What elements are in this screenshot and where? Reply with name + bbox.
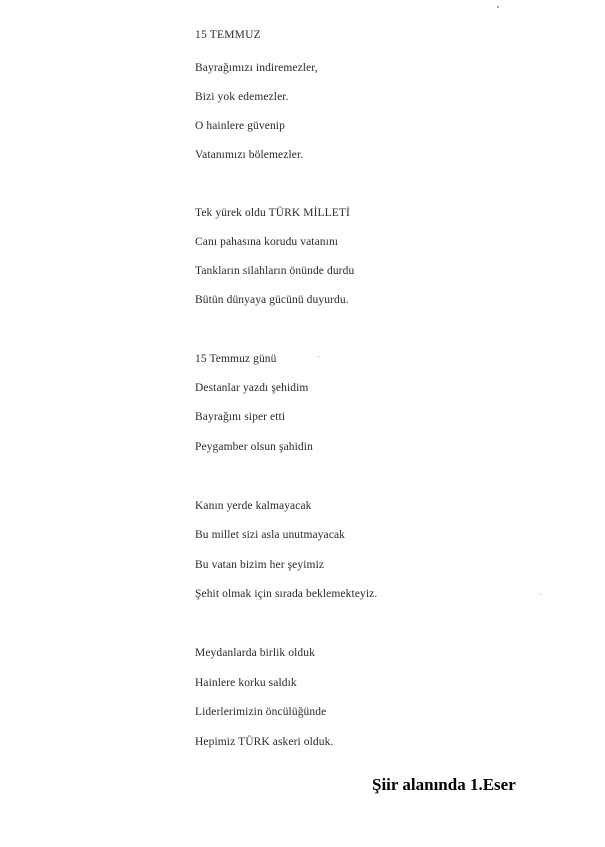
scan-speck <box>318 356 319 357</box>
poem-line: Hainlere korku saldık <box>195 677 297 689</box>
poem-title: 15 TEMMUZ <box>195 29 261 41</box>
poem-line: Bütün dünyaya gücünü duyurdu. <box>195 294 349 306</box>
poem-line: Liderlerimizin öncülüğünde <box>195 706 327 718</box>
poem-line: Hepimiz TÜRK askeri olduk. <box>195 736 334 748</box>
scan-speck <box>540 594 541 595</box>
poem-line: Bayrağımızı indiremezler, <box>195 62 318 74</box>
poem-line: Bizi yok edemezler. <box>195 91 289 103</box>
poem-line: Kanın yerde kalmayacak <box>195 500 312 512</box>
poem-line: 15 Temmuz günü <box>195 353 277 365</box>
poem-line: Şehit olmak için sırada beklemekteyiz. <box>195 588 378 600</box>
poem-line: O hainlere güvenip <box>195 120 285 132</box>
poem-line: Vatanımızı bölemezler. <box>195 149 304 161</box>
poem-line: Bu millet sizi asla unutmayacak <box>195 529 346 541</box>
poem-line: Canı pahasına korudu vatanını <box>195 236 339 248</box>
scan-speck <box>497 6 499 8</box>
poem-line: Destanlar yazdı şehidim <box>195 382 309 394</box>
poem-line: Bu vatan bizim her şeyimiz <box>195 559 325 571</box>
award-caption: Şiir alanında 1.Eser <box>372 775 516 794</box>
poem-line: Tankların silahların önünde durdu <box>195 265 355 277</box>
poem-line: Meydanlarda birlik olduk <box>195 647 315 659</box>
poem-line: Bayrağını siper etti <box>195 411 286 423</box>
poem-line: Tek yürek oldu TÜRK MİLLETİ <box>195 207 350 219</box>
poem-line: Peygamber olsun şahidin <box>195 441 313 453</box>
